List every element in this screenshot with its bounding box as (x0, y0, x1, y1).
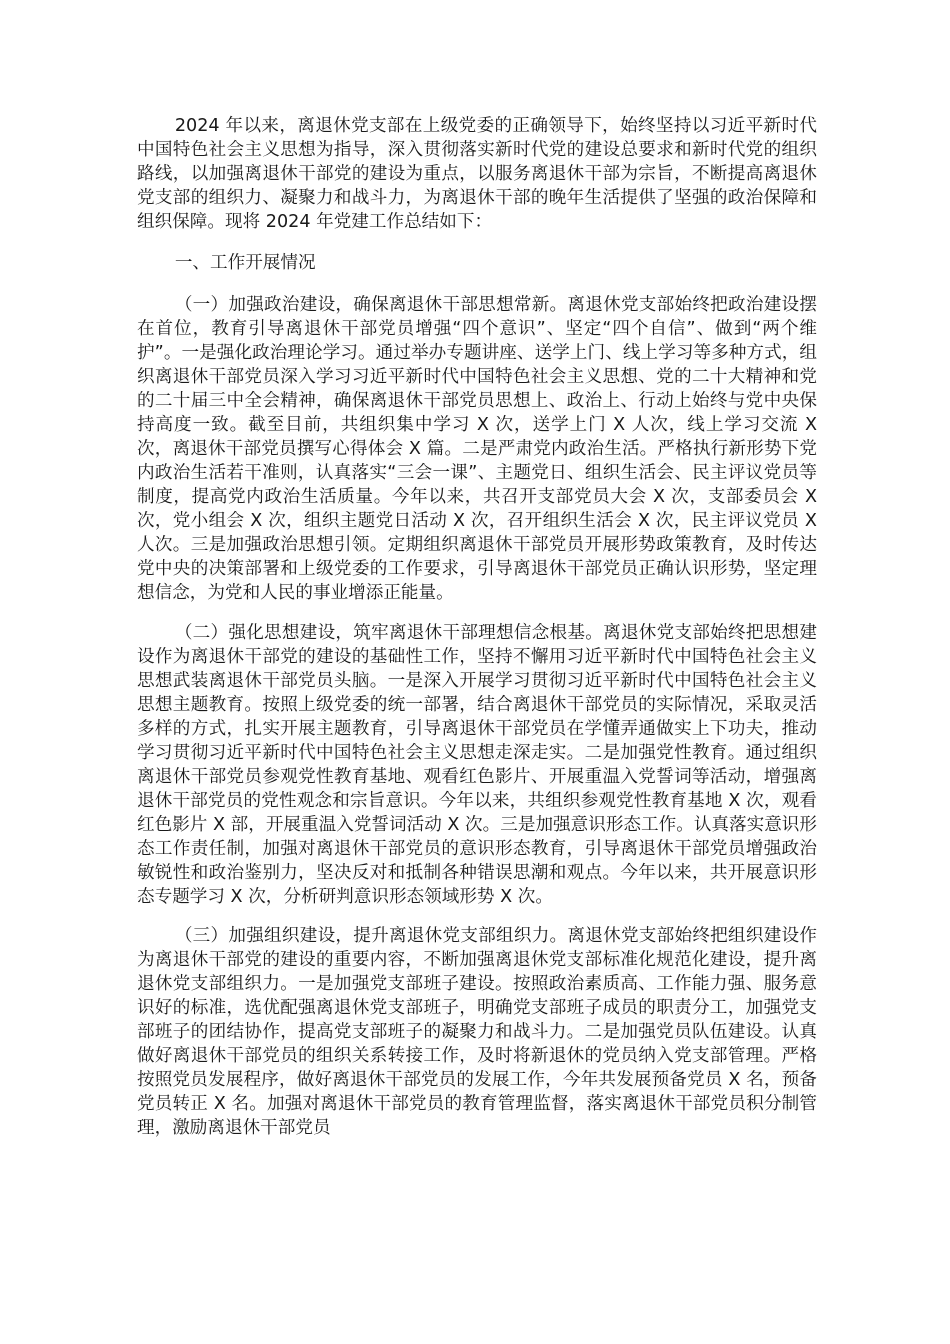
section-3-body: 离退休党支部始终把组织建设作为离退休干部党的建设的重要内容，不断加强离退休党支部标准化规范化建设，提升离退休党支部组织力。一是加强党支部班子建设。按照政治素质高、工作能力强、服务意识好的标准，选优配强离退休党支部班子，明确党支部班子成员的职责分工，加强党支部班子的团结协作，提高党支部班子的凝聚力和战斗力。二是加强党员队伍建设。认真做好离退休干部党员的组织关系转接工作，及时将新退休的党员纳入党支部管理。严格按照党员发展程序，做好离退休干部党员的发展工作，今年共发展预备党员 X 名，预备党员转正 X 名。加强对离退休干部党员的教育管理监督，落实离退休干部党员积分制管理，激励离退休干部党员 (137, 926, 817, 1138)
section-paragraph-1 (137, 293, 817, 605)
section-2-body: 离退休党支部始终把思想建设作为离退休干部党的建设的基础性工作，坚持不懈用习近平新时代中国特色社会主义思想武装离退休干部党员头脑。一是深入开展学习贯彻习近平新时代中国特色社会主义思想主题教育。按照上级党委的统一部署，结合离退休干部党员的实际情况，采取灵活多样的方式，扎实开展主题教育，引导离退休干部党员在学懂弄通做实上下功夫，推动学习贯彻习近平新时代中国特色社会主义思想走深走实。二是加强党性教育。通过组织离退休干部党员参观党性教育基地、观看红色影片、开展重温入党誓词等活动，增强离退休干部党员的党性观念和宗旨意识。今年以来，共组织参观党性教育基地 X 次，观看红色影片 X 部，开展重温入党誓词活动 X 次。三是加强意识形态工作。认真落实意识形态工作责任制，加强对离退休干部党员的意识形态教育，引导离退休干部党员增强政治敏锐性和政治鉴别力，坚决反对和抵制各种错误思潮和观点。今年以来，共开展意识形态专题学习 X 次，分析研判意识形态领域形势 X 次。 (137, 623, 817, 907)
section-2-lead: （二）强化思想建设，筑牢离退休干部理想信念根基。 (174, 623, 604, 643)
document-page (137, 114, 817, 1140)
section-1-lead: （一）加强政治建设，确保离退休干部思想常新。 (174, 295, 568, 315)
section-paragraph-2 (137, 621, 817, 909)
intro-paragraph: 2024 年以来，离退休党支部在上级党委的正确领导下，始终坚持以习近平新时代中国特色社会主义思想为指导，深入贯彻落实新时代党的建设总要求和新时代党的组织路线，以加强离退休干部党的建设为重点，以服务离退休干部为宗旨，不断提高离退休党支部的组织力、凝聚力和战斗力，为离退休干部的晚年生活提供了坚强的政治保障和组织保障。现将 2024 年党建工作总结如下： (137, 116, 817, 232)
section-3-lead: （三）加强组织建设，提升离退休党支部组织力。 (174, 926, 568, 946)
section-heading: 一、工作开展情况 (174, 253, 316, 273)
section-1-body: 离退休党支部始终把政治建设摆在首位，教育引导离退休干部党员增强“四个意识”、坚定“四个自信”、做到“两个维护”。一是强化政治理论学习。通过举办专题讲座、送学上门、线上学习等多种方式，组织离退休干部党员深入学习习近平新时代中国特色社会主义思想、党的二十大精神和党的二十届三中全会精神，确保离退休干部党员思想上、政治上、行动上始终与党中央保持高度一致。截至目前，共组织集中学习 X 次，送学上门 X 人次，线上学习交流 X 次，离退休干部党员撰写心得体会 X 篇。二是严肃党内政治生活。严格执行新形势下党内政治生活若干准则，认真落实“三会一课”、主题党日、组织生活会、民主评议党员等制度，提高党内政治生活质量。今年以来，共召开支部党员大会 X 次，支部委员会 X 次，党小组会 X 次，组织主题党日活动 X 次，召开组织生活会 X 次，民主评议党员 X 人次。三是加强政治思想引领。定期组织离退休干部党员开展形势政策教育，及时传达党中央的决策部署和上级党委的工作要求，引导离退休干部党员正确认识形势，坚定理想信念，为党和人民的事业增添正能量。 (137, 295, 817, 603)
section-paragraph-3 (137, 924, 817, 1140)
